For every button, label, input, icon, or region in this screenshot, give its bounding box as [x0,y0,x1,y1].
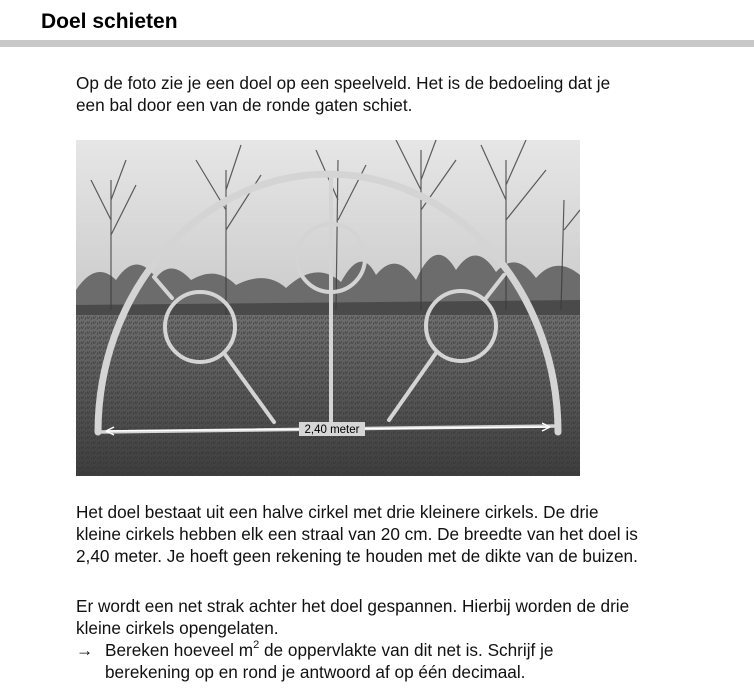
page-title: Doel schieten [41,10,178,33]
description-paragraph [76,501,736,567]
intro-paragraph [76,72,736,116]
task-line [105,639,553,661]
dimension-label: 2,40 meter [304,424,360,436]
square-exponent: 2 [253,639,260,652]
net-line: Er wordt een net strak achter het doel gespannen. Hierbij worden de drie [76,596,630,616]
description-line: 2,40 meter. Je hoeft geen rekening te houden met de dikte van de buizen. [76,546,638,566]
arrow-icon: → [76,640,94,660]
goal-photo [76,140,580,476]
task-text [105,639,553,683]
task-text-part: de oppervlakte van dit net is. Schrijf je [259,640,554,660]
net-line: kleine cirkels opengelaten. [76,618,279,638]
header-divider [0,40,754,47]
intro-line: een bal door een van de ronde gaten schiet. [76,95,413,115]
intro-line: Op de foto zie je een doel op een speelveld. Het is de bedoeling dat je [76,73,611,93]
task-line: berekening op en rond je antwoord af op één decimaal. [105,662,526,682]
description-line: kleine cirkels hebben elk een straal van 20 cm. De breedte van het doel is [76,524,638,544]
description-line: Het doel bestaat uit een halve cirkel met drie kleinere cirkels. De drie [76,502,599,522]
net-paragraph [76,595,736,639]
task-text-part: Bereken hoeveel m [105,640,254,660]
